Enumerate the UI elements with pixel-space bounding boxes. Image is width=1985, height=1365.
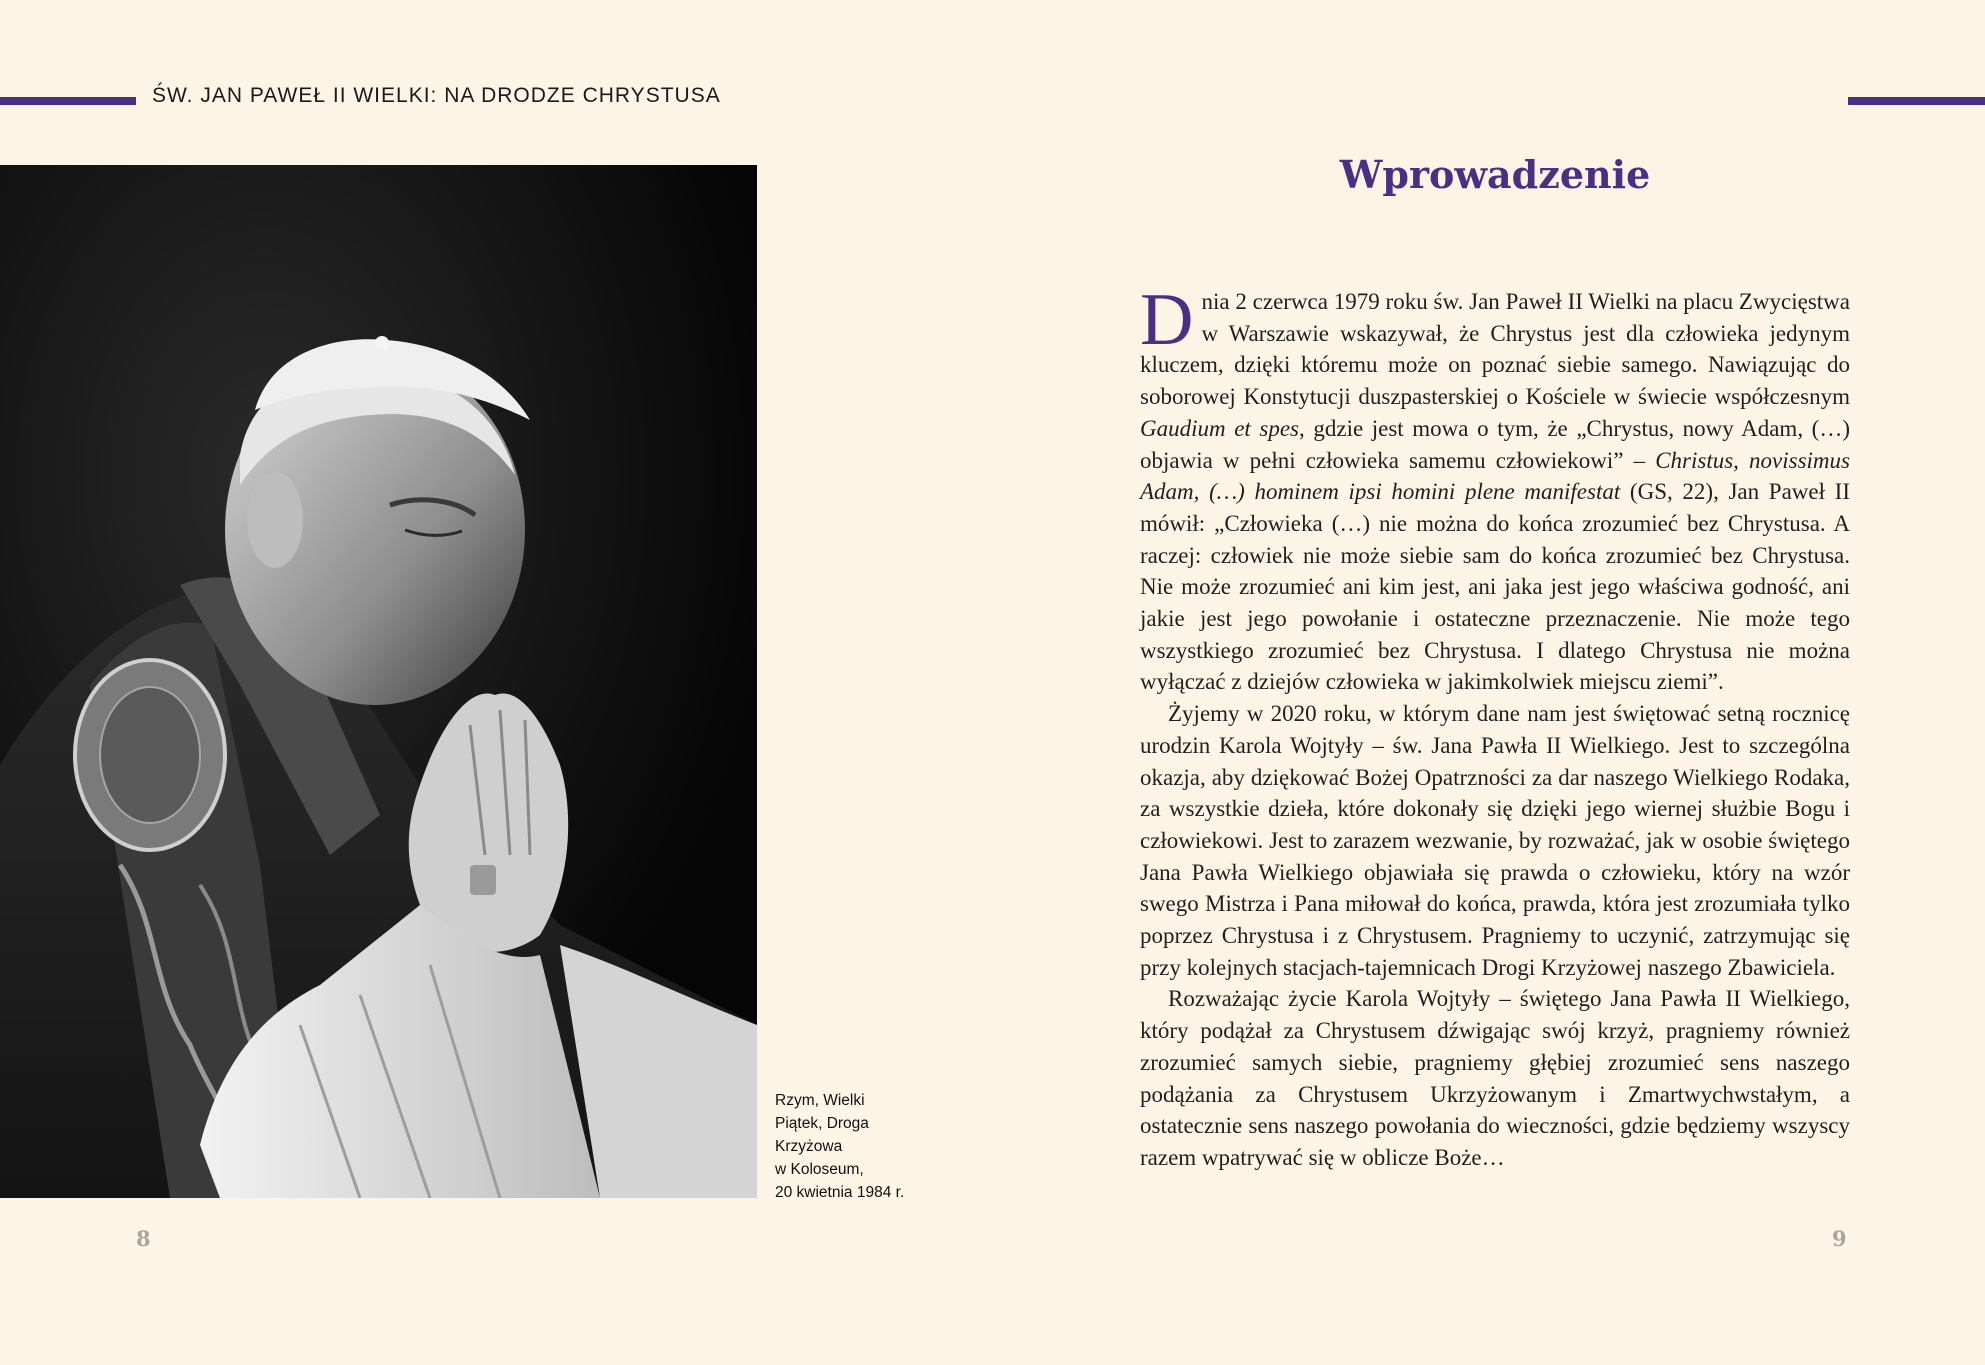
caption-line: Rzym, Wielki [775,1092,865,1109]
text-run: , gdzie jest mowa o tym, że „Chrystus, nowy Adam, (…) objawia w pełni człowieka samemu człowiekowi” – [1140,415,1850,473]
photo-caption [775,1089,935,1204]
italic-run: Gaudium et spes [1140,415,1300,441]
text-run: nia 2 czerwca 1979 roku św. Jan Paweł II Wielki na placu Zwycięstwa w Warszawie wskazywał, że Chrystus jest dla człowieka jedynym kluczem, dzięki któremu może on poznać siebie samego. Nawiązując do soborowej Konstytucji duszpasterskiej o Kościele w świecie współczesnym [1140,289,1850,410]
body-text [1140,279,1851,1174]
photo-illustration [0,165,757,1198]
text-run: (GS, 22), Jan Paweł II mówił: „Człowieka (…) nie można do końca zrozumieć bez Chrystusa. A raczej: człowiek nie może siebie sam do końca zrozumieć bez Chrystusa. Nie może zrozumieć ani kim jest, ani jaka jest jego właściwa godność, ani jakie jest jego powołanie i ostateczne przeznaczenie. Nie może tego wszystkiego zrozumieć bez Chrystusa. I dlatego Chrystusa nie można wyłączać z dziejów człowieka w jakimkolwiek miejscu ziemi”. [1140,479,1851,695]
header-rule-right [1848,97,1985,105]
caption-line: 20 kwietnia 1984 r. [775,1184,905,1201]
page-number-left: 8 [136,1226,151,1251]
pope-praying-photo [0,165,757,1198]
caption-line: w Koloseum, [775,1161,864,1178]
paragraph-2: Żyjemy w 2020 roku, w którym dane nam jest świętować setną rocznicę urodzin Karola Wojtyły – św. Jana Pawła II Wielkiego. Jest to szczególna okazja, aby dziękować Bożej Opatrzności za dar naszego Wielkiego Rodaka, za wszystkie dzieła, które dokonały się dzięki jego wiernej służbie Bogu i człowiekowi. Jest to zarazem wezwanie, by rozważać, jak w osobie świętego Jana Pawła Wielkiego objawiała się prawda o człowieku, który na wzór swego Mistrza i Pana miłował do końca, prawda, która jest zrozumiała tylko poprzez Chrystusa i z Chrystusem. Pragniemy to uczynić, zatrzymując się przy kolejnych stacjach-tajemnicach Drogi Krzyżowej naszego Zbawiciela. [1140,701,1850,980]
paragraph-1 [1140,279,1851,698]
running-header: ŚW. JAN PAWEŁ II WIELKI: NA DRODZE CHRYSTUSA [152,84,721,107]
caption-line: Piątek, Droga [775,1115,869,1132]
caption-line: Krzyżowa [775,1138,843,1155]
chapter-title: Wprowadzenie [1339,152,1651,197]
italic-run: Christus, novissimus Adam, (…) hominem ipsi homini plene manifestat [1140,447,1850,505]
drop-cap: D [1140,279,1194,361]
page-number-right: 9 [1832,1226,1847,1251]
header-rule-left [0,97,136,105]
paragraph-3: Rozważając życie Karola Wojtyły – świętego Jana Pawła II Wielkiego, który podążał za Chrystusem dźwigając swój krzyż, pragniemy również zrozumieć samych siebie, pragniemy głębiej zrozumieć sens naszego podążania za Chrystusem Ukrzyżowanym i Zmartwychwstałym, a ostatecznie sens naszego powołania do wieczności, gdzie będziemy wszyscy razem wpatrywać się w oblicze Boże… [1140,986,1850,1170]
